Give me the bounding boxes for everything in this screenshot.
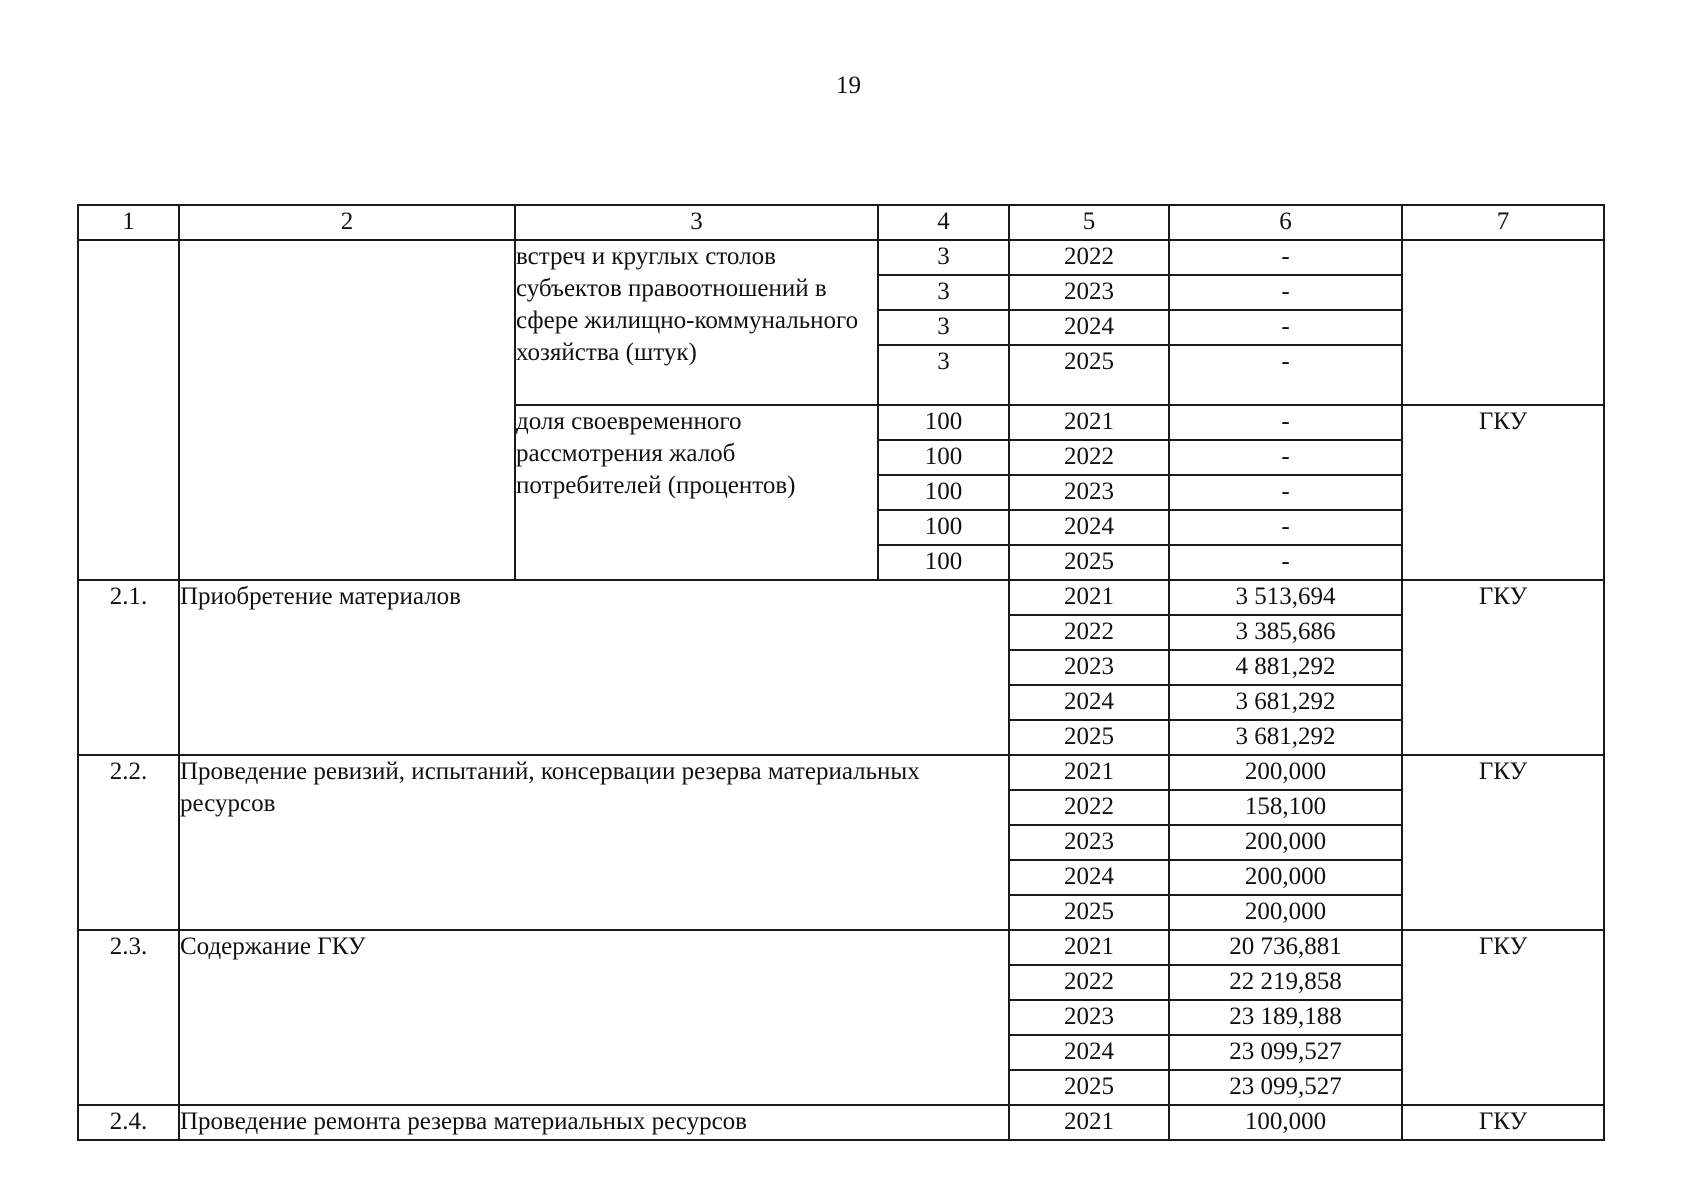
year-cell: 2022	[1009, 240, 1169, 275]
indicator-value: 3	[878, 310, 1009, 345]
amount-cell: 200,000	[1169, 895, 1402, 930]
indicator-value: 100	[878, 440, 1009, 475]
year-cell: 2023	[1009, 275, 1169, 310]
amount-cell: 20 736,881	[1169, 930, 1402, 965]
amount-cell: -	[1169, 545, 1402, 580]
amount-cell: 23 189,188	[1169, 1000, 1402, 1035]
year-cell: 2024	[1009, 1035, 1169, 1070]
empty-number-cell	[78, 240, 179, 580]
year-cell: 2025	[1009, 345, 1169, 405]
amount-cell: 158,100	[1169, 790, 1402, 825]
amount-cell: 3 681,292	[1169, 685, 1402, 720]
indicator-value: 3	[878, 275, 1009, 310]
amount-cell: -	[1169, 475, 1402, 510]
year-cell: 2025	[1009, 545, 1169, 580]
amount-cell: 100,000	[1169, 1105, 1402, 1140]
column-number: 7	[1402, 205, 1604, 240]
section-title: Приобретение материалов	[179, 580, 1009, 755]
table-row	[78, 240, 1604, 275]
empty-executor-cell	[1402, 240, 1604, 405]
amount-cell: 3 681,292	[1169, 720, 1402, 755]
year-cell: 2021	[1009, 405, 1169, 440]
indicator-name: встреч и круглых столов субъектов правоотношений в сфере жилищно-коммунального хозяйства (штук)	[515, 240, 878, 405]
indicator-value: 3	[878, 240, 1009, 275]
table-row	[78, 930, 1604, 965]
executor-cell: ГКУ	[1402, 930, 1604, 1105]
year-cell: 2023	[1009, 475, 1169, 510]
amount-cell: 3 513,694	[1169, 580, 1402, 615]
executor-cell: ГКУ	[1402, 405, 1604, 580]
indicator-value: 3	[878, 345, 1009, 405]
column-number-row	[78, 205, 1604, 240]
amount-cell: 200,000	[1169, 825, 1402, 860]
year-cell: 2021	[1009, 580, 1169, 615]
indicator-value: 100	[878, 545, 1009, 580]
empty-title-cell	[179, 240, 515, 580]
section-title: Содержание ГКУ	[179, 930, 1009, 1105]
year-cell: 2024	[1009, 860, 1169, 895]
column-number: 1	[78, 205, 179, 240]
section-number: 2.3.	[78, 930, 179, 1105]
table-row	[78, 580, 1604, 615]
year-cell: 2021	[1009, 1105, 1169, 1140]
executor-cell: ГКУ	[1402, 1105, 1604, 1140]
page-number: 19	[836, 72, 861, 99]
section-title: Проведение ревизий, испытаний, консервации резерва материальных ресурсов	[179, 755, 1009, 930]
year-cell: 2022	[1009, 790, 1169, 825]
amount-cell: -	[1169, 440, 1402, 475]
amount-cell: 200,000	[1169, 860, 1402, 895]
amount-cell: -	[1169, 405, 1402, 440]
indicator-value: 100	[878, 475, 1009, 510]
amount-cell: -	[1169, 345, 1402, 405]
indicator-value: 100	[878, 405, 1009, 440]
amount-cell: 200,000	[1169, 755, 1402, 790]
year-cell: 2024	[1009, 510, 1169, 545]
amount-cell: -	[1169, 275, 1402, 310]
amount-cell: 23 099,527	[1169, 1035, 1402, 1070]
year-cell: 2022	[1009, 615, 1169, 650]
year-cell: 2025	[1009, 1070, 1169, 1105]
amount-cell: -	[1169, 240, 1402, 275]
column-number: 4	[878, 205, 1009, 240]
table-row	[78, 755, 1604, 790]
year-cell: 2025	[1009, 895, 1169, 930]
amount-cell: 3 385,686	[1169, 615, 1402, 650]
section-number: 2.4.	[78, 1105, 179, 1140]
amount-cell: -	[1169, 310, 1402, 345]
year-cell: 2024	[1009, 310, 1169, 345]
year-cell: 2021	[1009, 755, 1169, 790]
year-cell: 2022	[1009, 440, 1169, 475]
section-title: Проведение ремонта резерва материальных ресурсов	[179, 1105, 1009, 1140]
indicator-value: 100	[878, 510, 1009, 545]
year-cell: 2022	[1009, 965, 1169, 1000]
column-number: 6	[1169, 205, 1402, 240]
executor-cell: ГКУ	[1402, 755, 1604, 930]
column-number: 3	[515, 205, 878, 240]
amount-cell: 4 881,292	[1169, 650, 1402, 685]
column-number: 5	[1009, 205, 1169, 240]
amount-cell: 22 219,858	[1169, 965, 1402, 1000]
section-number: 2.2.	[78, 755, 179, 930]
year-cell: 2021	[1009, 930, 1169, 965]
section-number: 2.1.	[78, 580, 179, 755]
year-cell: 2023	[1009, 650, 1169, 685]
indicator-name: доля своевременного рассмотрения жалоб потребителей (процентов)	[515, 405, 878, 580]
table-row	[78, 1105, 1604, 1140]
program-table	[77, 204, 1605, 1141]
year-cell: 2023	[1009, 1000, 1169, 1035]
amount-cell: 23 099,527	[1169, 1070, 1402, 1105]
column-number: 2	[179, 205, 515, 240]
amount-cell: -	[1169, 510, 1402, 545]
year-cell: 2025	[1009, 720, 1169, 755]
year-cell: 2023	[1009, 825, 1169, 860]
year-cell: 2024	[1009, 685, 1169, 720]
executor-cell: ГКУ	[1402, 580, 1604, 755]
